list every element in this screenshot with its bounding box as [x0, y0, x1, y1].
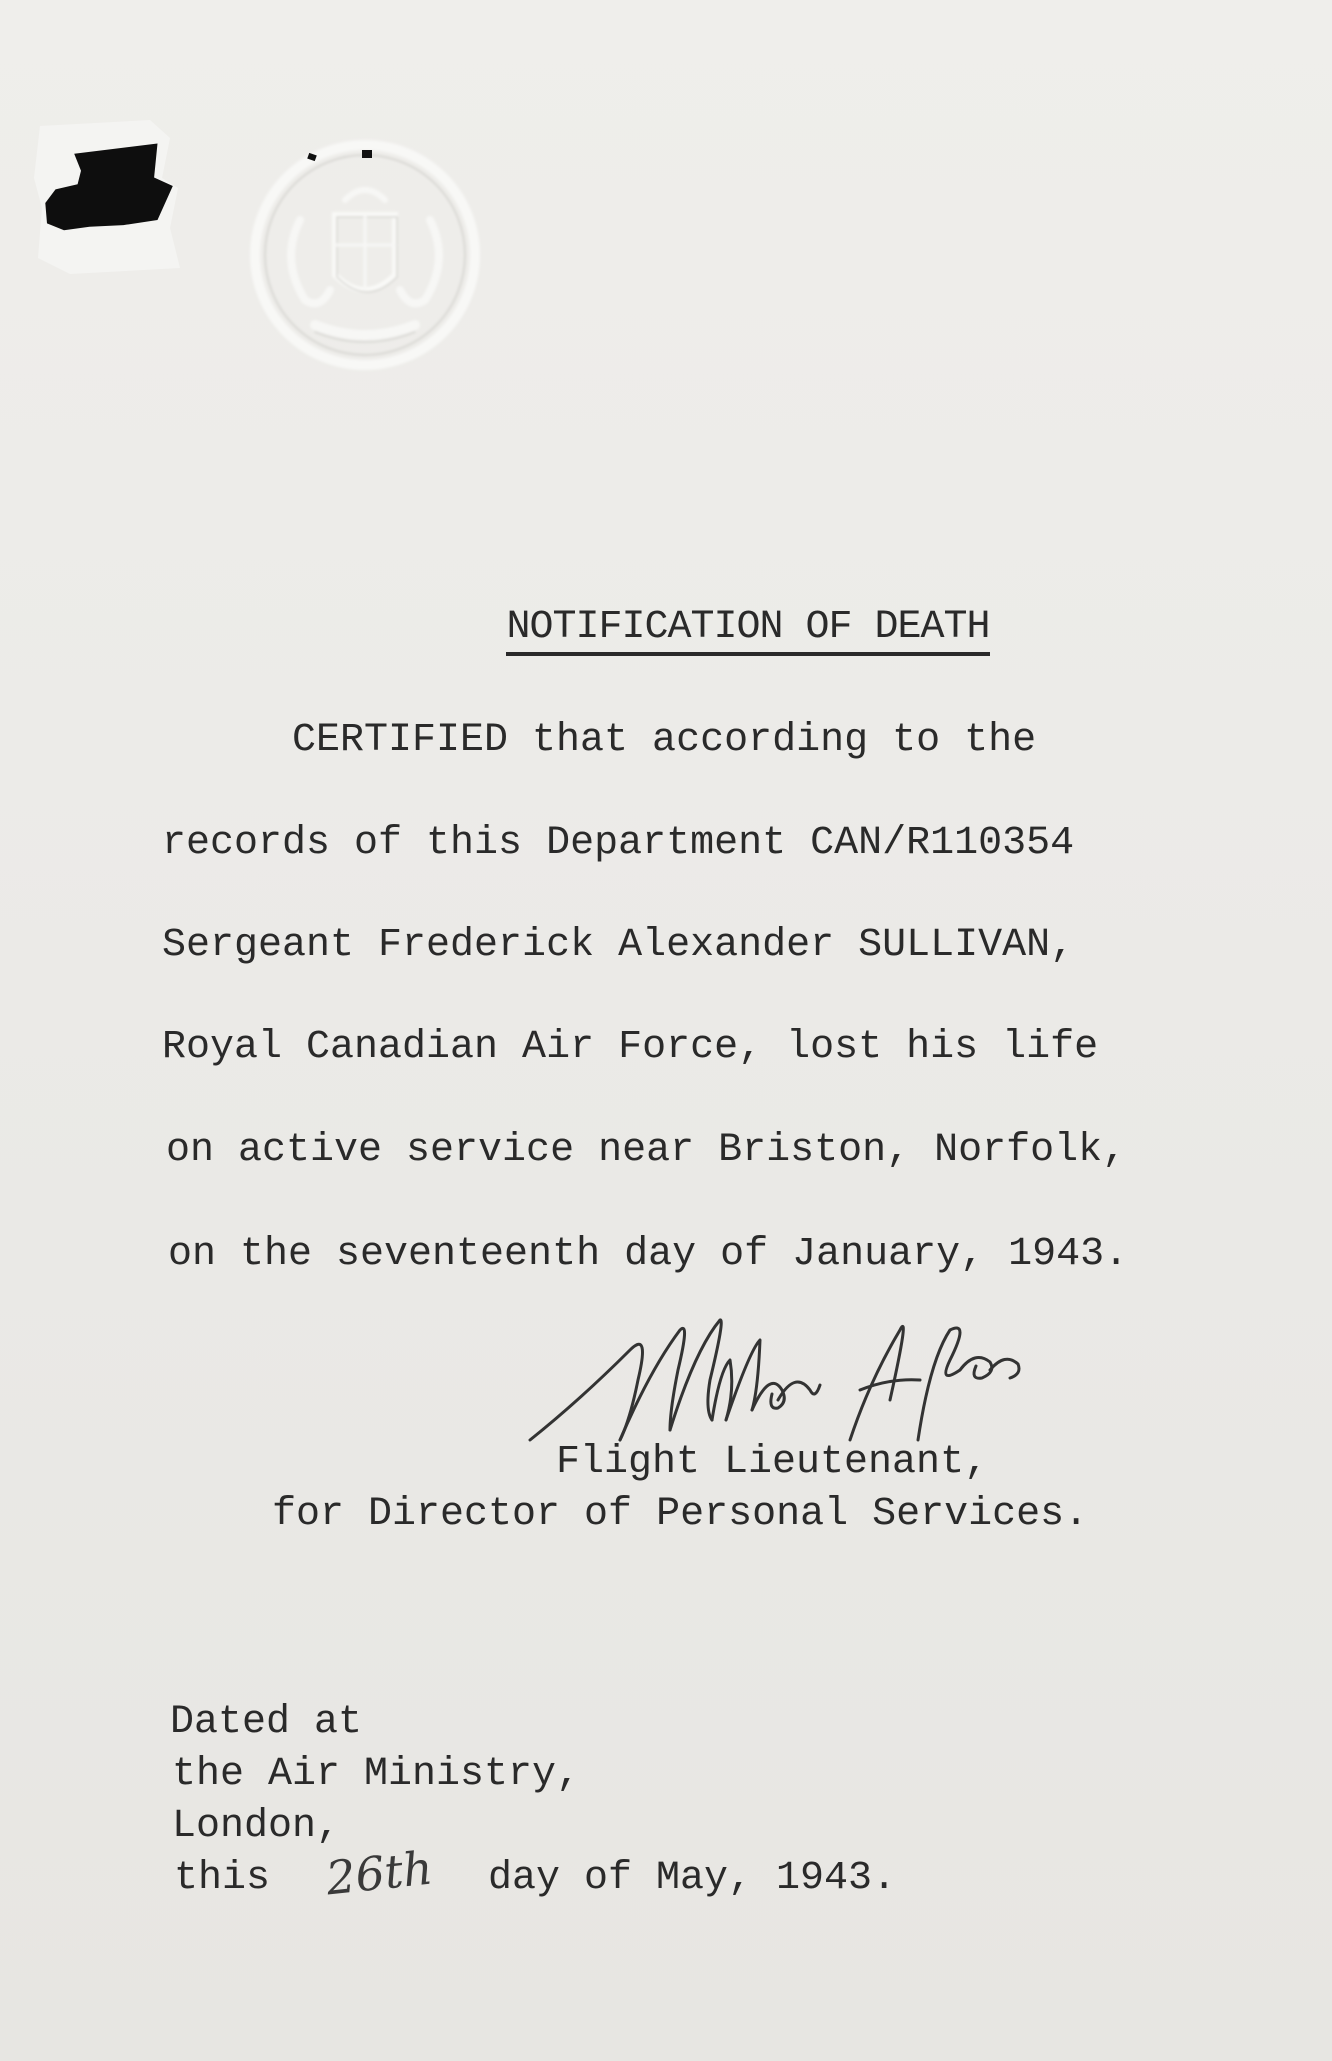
royal-seal-icon — [220, 130, 510, 380]
body-line-6: on the seventeenth day of January, 1943. — [168, 1232, 1129, 1277]
dated-line-1: Dated at — [170, 1700, 363, 1745]
signature-icon — [520, 1290, 1040, 1450]
dated-line-4-suffix: day of May, 1943. — [488, 1856, 897, 1901]
body-line-2: records of this Department CAN/R110354 — [162, 821, 1075, 866]
body-line-4: Royal Canadian Air Force, lost his life — [162, 1025, 1099, 1070]
dated-line-4-prefix: this — [174, 1856, 271, 1901]
handwritten-day: 26th — [323, 1840, 436, 1906]
body-line-5: on active service near Briston, Norfolk, — [166, 1128, 1127, 1173]
dated-line-3: London, — [172, 1804, 341, 1849]
signatory-rank: Flight Lieutenant, — [556, 1440, 989, 1485]
body-line-3: Sergeant Frederick Alexander SULLIVAN, — [162, 923, 1075, 968]
signatory-office: for Director of Personal Services. — [272, 1492, 1089, 1537]
document-title: NOTIFICATION OF DEATH — [0, 560, 1332, 701]
torn-redaction-icon — [30, 118, 180, 278]
body-line-1: CERTIFIED that according to the — [292, 718, 1037, 763]
dated-line-2: the Air Ministry, — [172, 1752, 581, 1797]
